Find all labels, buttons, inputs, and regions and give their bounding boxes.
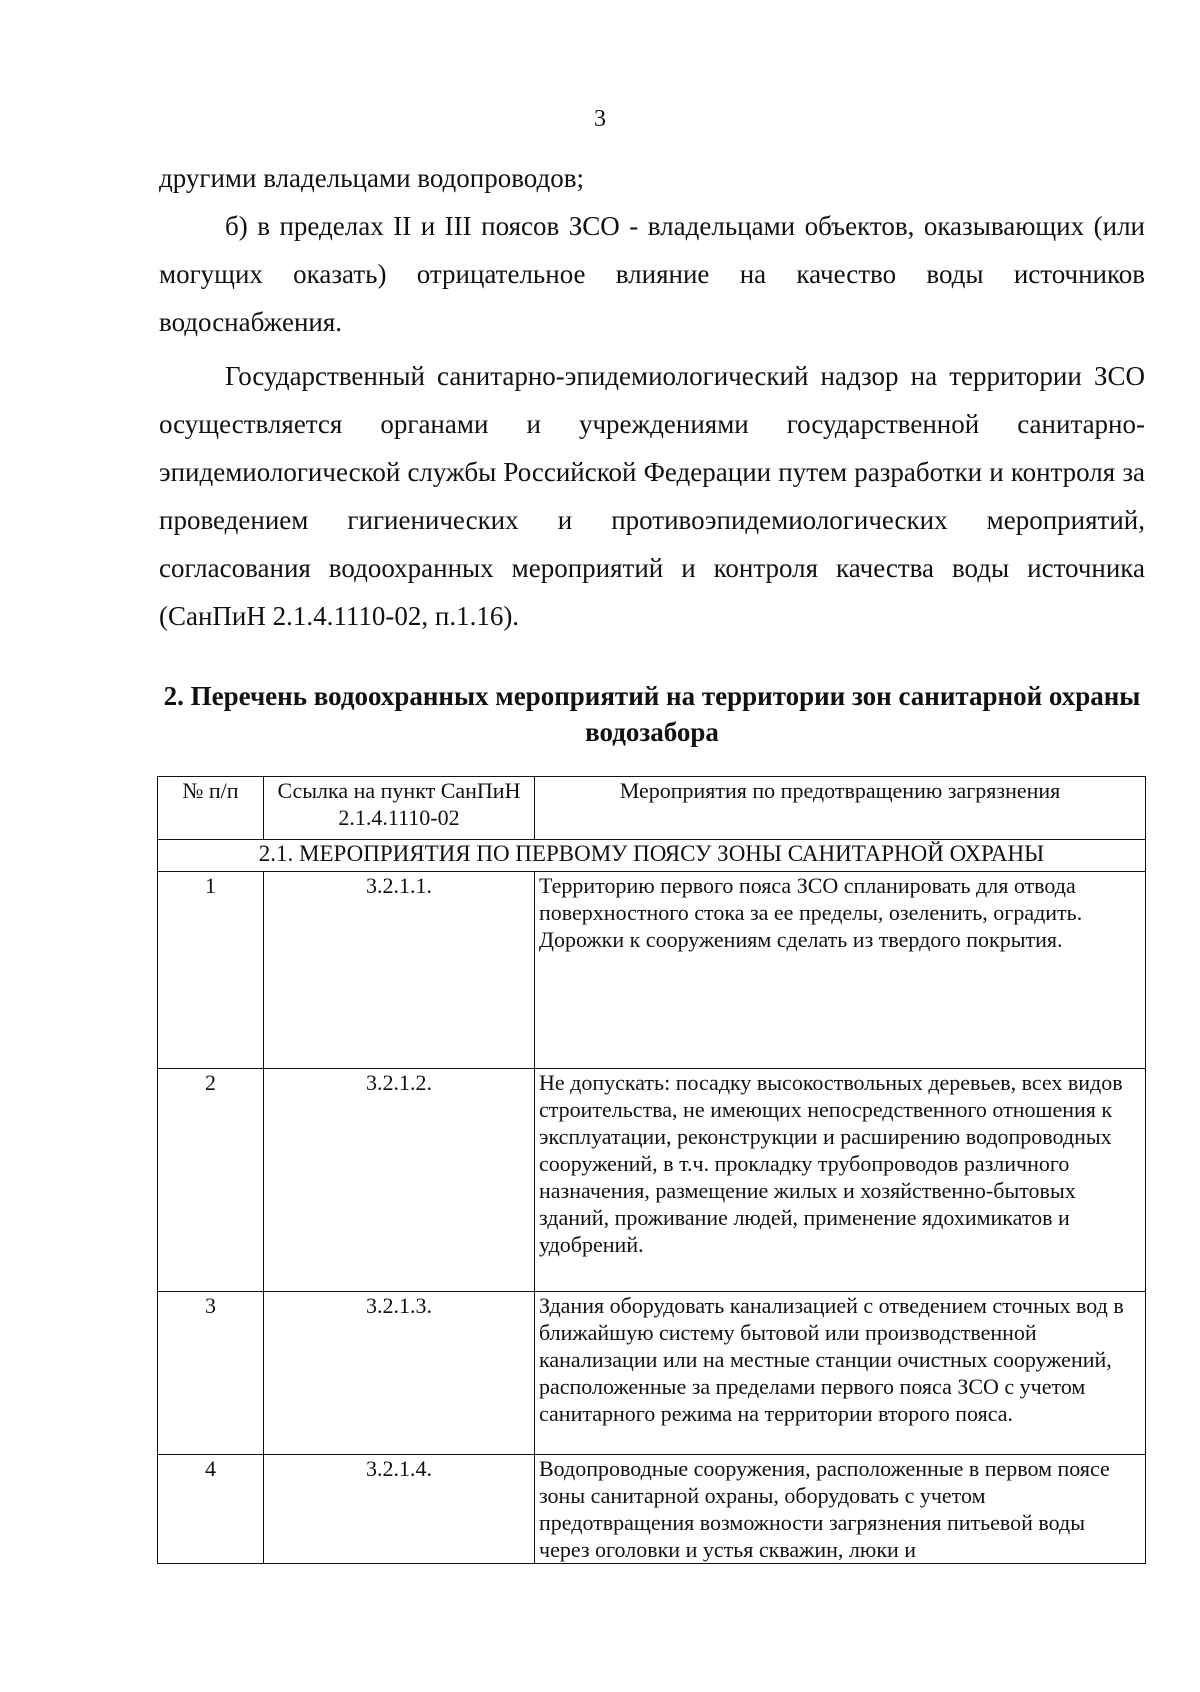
row-reference: 3.2.1.3. [264, 1292, 535, 1455]
row-measure: Территорию первого пояса ЗСО спланировать для отвода поверхностного стока за ее пределы, озеленить, оградить. Дорожки к сооружениям сделать из твердого покрытия. [535, 872, 1146, 1069]
header-number: № п/п [158, 777, 264, 840]
table-header-row [158, 777, 1146, 840]
row-number: 3 [158, 1292, 264, 1455]
measures-table [157, 776, 1146, 1564]
table-group-row [158, 840, 1146, 872]
row-number: 1 [158, 872, 264, 1069]
row-reference: 3.2.1.4. [264, 1455, 535, 1564]
paragraph-supervision: Государственный санитарно-эпидемиологический надзор на территории ЗСО осуществляется органами и учреждениями государственной санитарно-эпидемиологической службы Российской Федерации путем разработки и контроля за проведением гигиенических и противоэпидемиологических мероприятий, согласования водоохранных мероприятий и контроля качества воды источника (СанПиН 2.1.4.1110-02, п.1.16). [159, 361, 1145, 631]
row-number: 2 [158, 1069, 264, 1292]
table-row [158, 872, 1146, 1069]
row-measure: Не допускать: посадку высокоствольных деревьев, всех видов строительства, не имеющих непосредственного отношения к эксплуатации, реконструкции и расширению водопроводных сооружений, в т.ч. прокладку трубопроводов различного назначения, размещение жилых и хозяйственно-бытовых зданий, проживание людей, применение ядохимикатов и удобрений. [535, 1069, 1146, 1292]
section-title: 2. Перечень водоохранных мероприятий на территории зон санитарной охраны водозабора [163, 681, 1141, 747]
table-row [158, 1292, 1146, 1455]
table-row [158, 1069, 1146, 1292]
row-number: 4 [158, 1455, 264, 1564]
row-measure: Здания оборудовать канализацией с отведением сточных вод в ближайшую систему бытовой или производственной канализации или на местные станции очистных сооружений, расположенные за пределами первого пояса ЗСО с учетом санитарного режима на территории второго пояса. [535, 1292, 1146, 1455]
row-reference: 3.2.1.1. [264, 872, 535, 1069]
row-reference: 3.2.1.2. [264, 1069, 535, 1292]
paragraph-continuation: другими владельцами водопроводов; [159, 163, 585, 193]
row-measure: Водопроводные сооружения, расположенные в первом поясе зоны санитарной охраны, оборудовать с учетом предотвращения возможности загрязнения питьевой воды через оголовки и устья скважин, люки и [535, 1455, 1146, 1564]
paragraph-item-b: б) в пределах II и III поясов ЗСО - владельцами объектов, оказывающих (или могущих оказать) отрицательное влияние на качество воды источников водоснабжения. [159, 211, 1145, 337]
table-row [158, 1455, 1146, 1564]
page-number: 3 [594, 106, 606, 132]
header-measures: Мероприятия по предотвращению загрязнения [535, 777, 1146, 840]
header-reference: Ссылка на пункт СанПиН 2.1.4.1110-02 [264, 777, 535, 840]
group-title: 2.1. МЕРОПРИЯТИЯ ПО ПЕРВОМУ ПОЯСУ ЗОНЫ САНИТАРНОЙ ОХРАНЫ [158, 840, 1146, 872]
